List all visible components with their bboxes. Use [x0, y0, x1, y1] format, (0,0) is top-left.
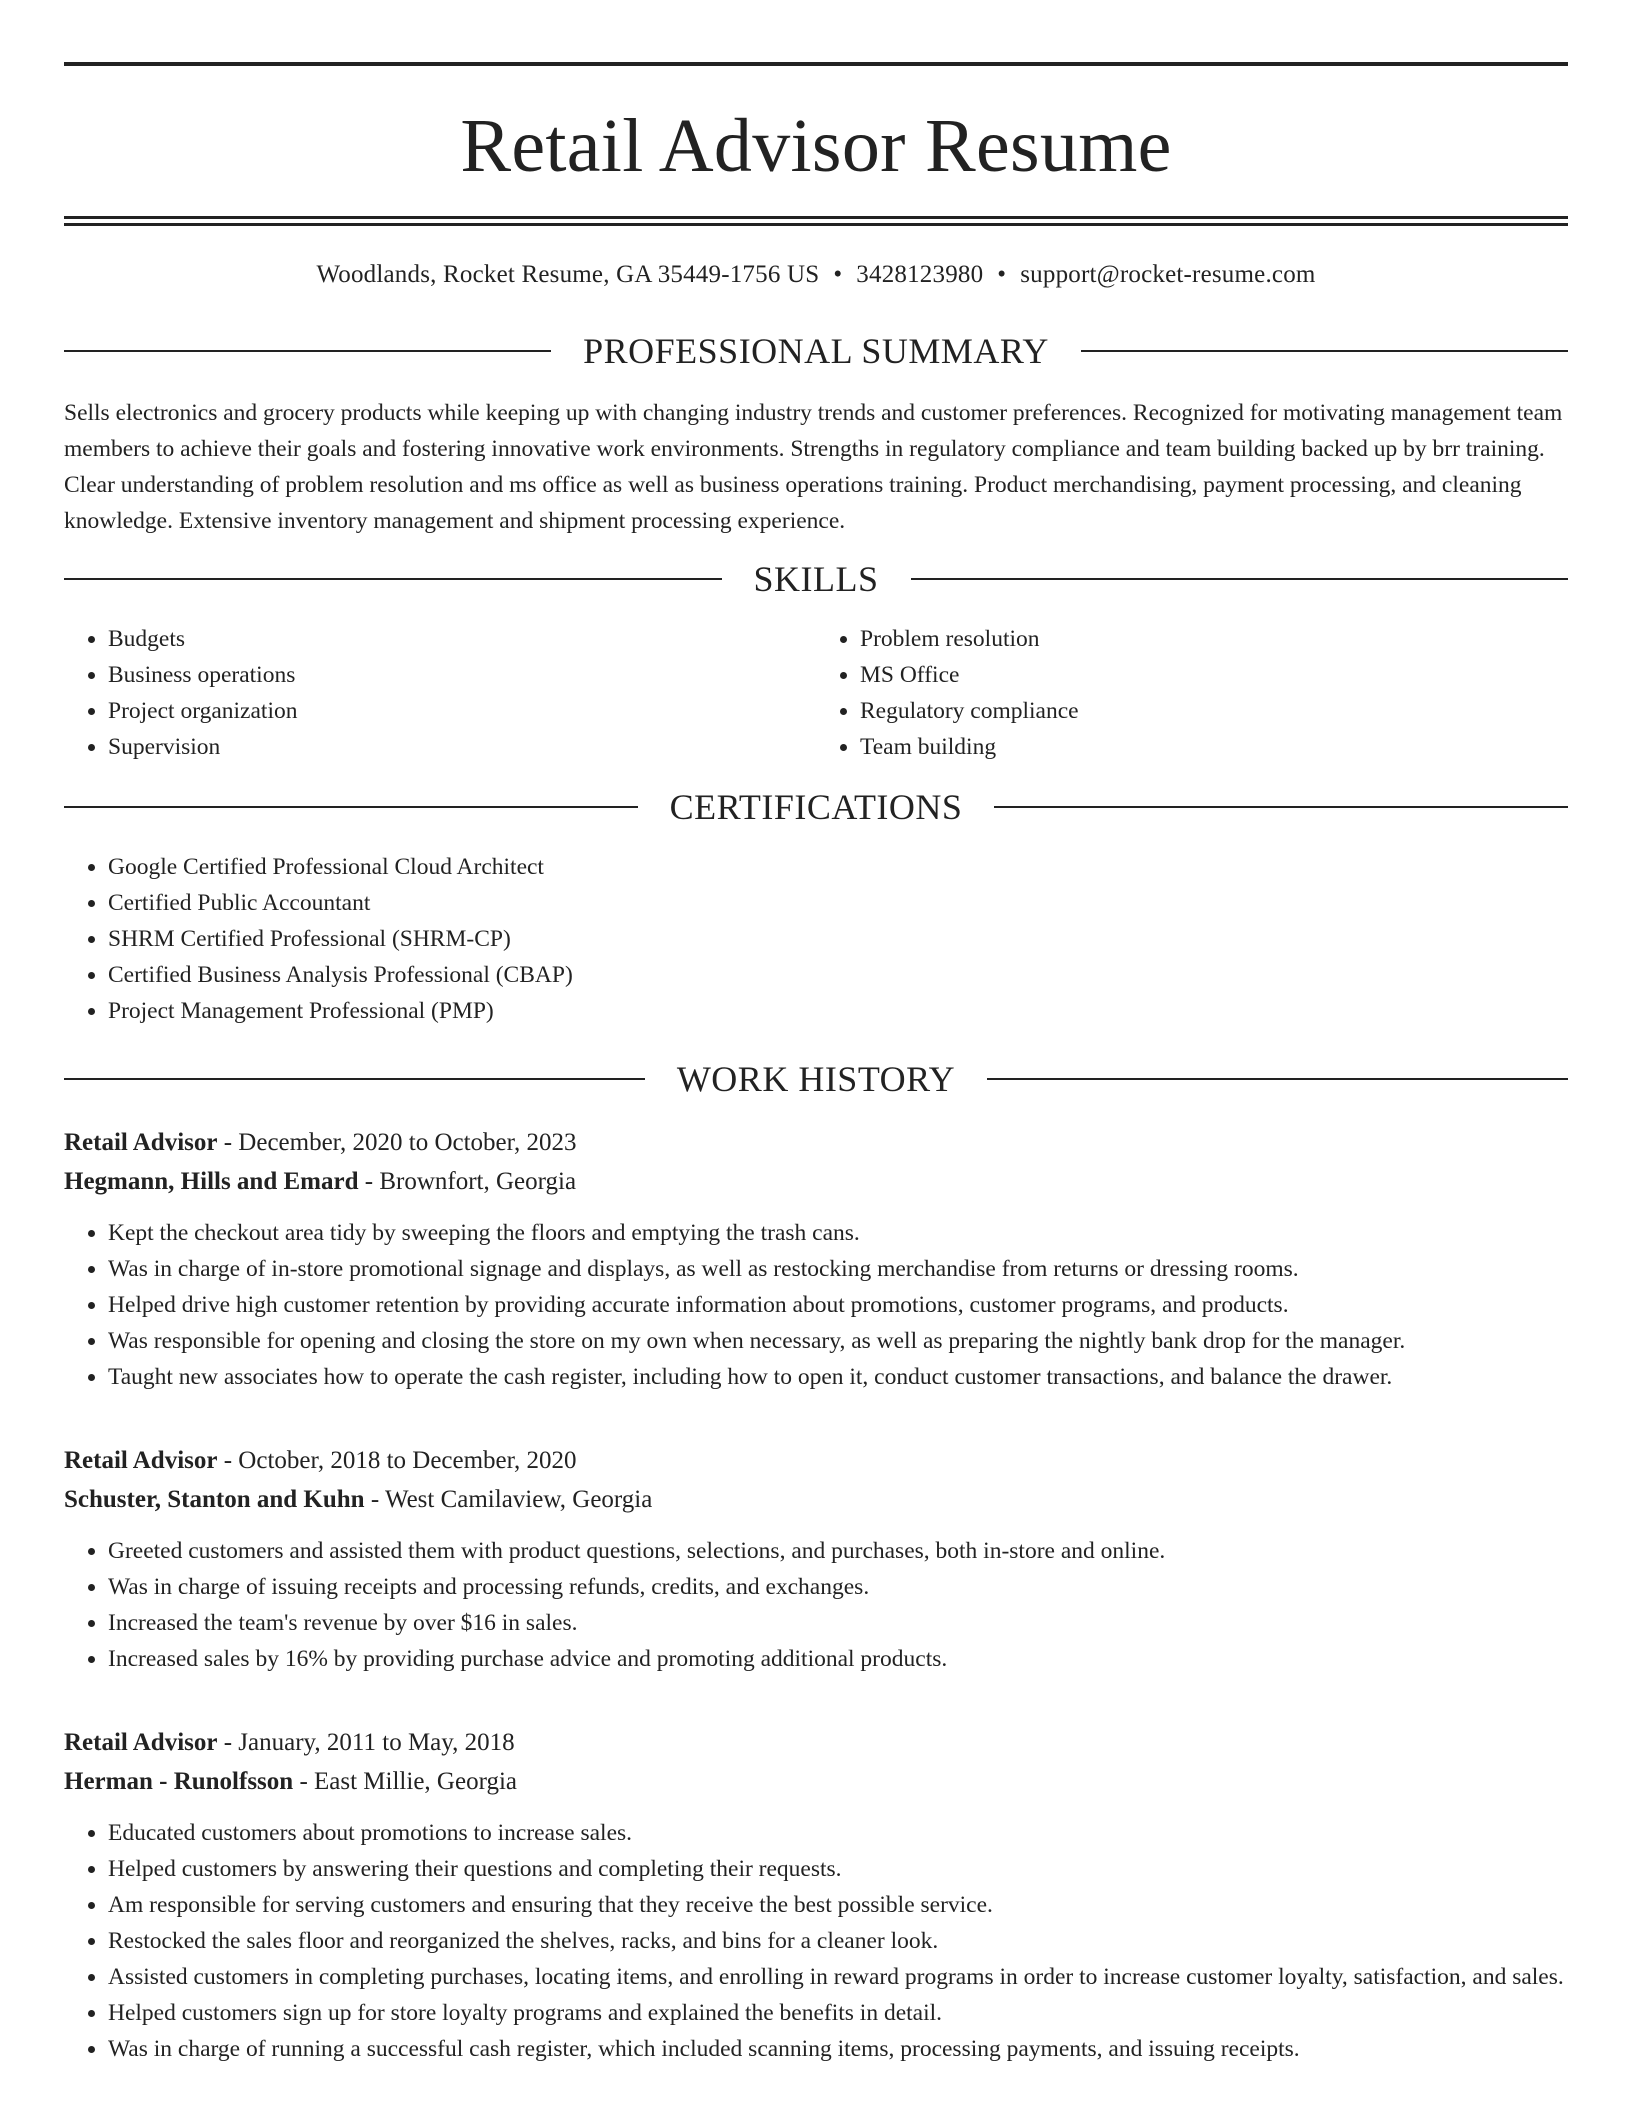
divider-line — [64, 806, 638, 808]
skill-item: • Problem resolution — [860, 621, 1568, 657]
skill-item: • Business operations — [108, 657, 816, 693]
job-role: Retail Advisor — [64, 1447, 218, 1474]
job-company-line — [64, 1162, 1568, 1201]
job-company: Schuster, Stanton and Kuhn — [64, 1486, 365, 1513]
job-bullets — [64, 1533, 1568, 1677]
divider-line — [64, 350, 551, 352]
job-title-line — [64, 1723, 1568, 1762]
divider-line — [994, 806, 1568, 808]
job-bullet: • Am responsible for serving customers and ensuring that they receive the best possible service. — [108, 1887, 1568, 1923]
page-title: Retail Advisor Resume — [460, 104, 1172, 188]
section-title-work-history: WORK HISTORY — [676, 1059, 956, 1099]
section-title-summary: PROFESSIONAL SUMMARY — [583, 331, 1049, 371]
job-location: Brownfort, Georgia — [379, 1168, 577, 1195]
certifications-list — [64, 849, 1568, 1029]
job-bullet: • Was responsible for opening and closing the store on my own when necessary, as well as preparing the nightly bank drop for the manager. — [108, 1323, 1568, 1359]
job-bullet: • Was in charge of in-store promotional signage and displays, as well as restocking merchandise from returns or dressing rooms. — [108, 1251, 1568, 1287]
job-bullet: • Educated customers about promotions to increase sales. — [108, 1815, 1568, 1851]
skill-item: • Team building — [860, 729, 1568, 765]
contact-email: support@rocket-resume.com — [1020, 261, 1316, 288]
job-bullet: • Assisted customers in completing purchases, locating items, and enrolling in reward programs in order to increase customer loyalty, satisfaction, and sales. — [108, 1959, 1568, 1995]
job-dash: - — [217, 1447, 239, 1474]
skill-item: • Regulatory compliance — [860, 693, 1568, 729]
job-bullet: • Helped drive high customer retention by providing accurate information about promotions, customer programs, and products. — [108, 1287, 1568, 1323]
job-dash: - — [217, 1729, 239, 1756]
job-bullet: • Helped customers by answering their questions and completing their requests. — [108, 1851, 1568, 1887]
skill-item: • Project organization — [108, 693, 816, 729]
contact-phone: 3428123980 — [856, 261, 984, 288]
contact-separator: • — [833, 261, 843, 288]
job-role: Retail Advisor — [64, 1129, 218, 1156]
job-dates: October, 2018 to December, 2020 — [238, 1447, 577, 1474]
section-header-skills — [64, 561, 1568, 597]
job-dash: - — [364, 1486, 385, 1513]
job-role: Retail Advisor — [64, 1729, 218, 1756]
job-bullet: • Restocked the sales floor and reorganized the shelves, racks, and bins for a cleaner look. — [108, 1923, 1568, 1959]
section-header-certifications — [64, 789, 1568, 825]
certification-item: • Project Management Professional (PMP) — [108, 993, 1568, 1029]
job-entry — [64, 1441, 1568, 1677]
contact-address: Woodlands, Rocket Resume, GA 35449-1756 US — [316, 261, 820, 288]
contact-separator: • — [997, 261, 1007, 288]
section-title-skills: SKILLS — [753, 559, 879, 599]
summary-text: Sells electronics and grocery products while keeping up with changing industry trends and customer preferences. Recognized for motivating management team members to achieve their goals and fostering innovative work environments. Strengths in regulatory compliance and team building backed up by brr training. Clear understanding of problem resolution and ms office as well as business operations training. Product merchandising, payment processing, and cleaning knowledge. Extensive inventory management and shipment processing experience. — [64, 400, 1563, 534]
job-bullet: • Was in charge of issuing receipts and processing refunds, credits, and exchanges. — [108, 1569, 1568, 1605]
job-dash: - — [293, 1768, 315, 1795]
skill-item: • MS Office — [860, 657, 1568, 693]
job-company: Herman - Runolfsson — [64, 1768, 294, 1795]
job-entry — [64, 1723, 1568, 2067]
top-rule — [64, 62, 1568, 66]
certification-item: • SHRM Certified Professional (SHRM-CP) — [108, 921, 1568, 957]
job-bullet: • Kept the checkout area tidy by sweeping the floors and emptying the trash cans. — [108, 1215, 1568, 1251]
divider-line — [911, 578, 1569, 580]
job-bullet: • Greeted customers and assisted them with product questions, selections, and purchases, both in-store and online. — [108, 1533, 1568, 1569]
job-dates: December, 2020 to October, 2023 — [238, 1129, 577, 1156]
divider-line — [1081, 350, 1568, 352]
job-bullets — [64, 1215, 1568, 1395]
skill-item: • Supervision — [108, 729, 816, 765]
skills-list-right — [816, 621, 1568, 765]
divider-line — [64, 1078, 645, 1080]
job-title-line — [64, 1441, 1568, 1480]
job-company: Hegmann, Hills and Emard — [64, 1168, 359, 1195]
skills-list-left — [64, 621, 816, 765]
job-bullet: • Increased the team's revenue by over $16 in sales. — [108, 1605, 1568, 1641]
job-bullet: • Taught new associates how to operate the cash register, including how to open it, conduct customer transactions, and balance the drawer. — [108, 1359, 1568, 1395]
job-bullets — [64, 1815, 1568, 2067]
skills-columns — [64, 621, 1568, 765]
divider-line — [64, 578, 722, 580]
certification-item: • Certified Business Analysis Professional (CBAP) — [108, 957, 1568, 993]
job-dates: January, 2011 to May, 2018 — [238, 1729, 515, 1756]
section-title-certifications: CERTIFICATIONS — [669, 787, 963, 827]
contact-line — [64, 262, 1568, 287]
job-location: West Camilaview, Georgia — [384, 1486, 653, 1513]
job-bullet: • Increased sales by 16% by providing purchase advice and promoting additional products. — [108, 1641, 1568, 1677]
job-bullet: • Was in charge of running a successful cash register, which included scanning items, processing payments, and issuing receipts. — [108, 2031, 1568, 2067]
skill-item: • Budgets — [108, 621, 816, 657]
job-location: East Millie, Georgia — [314, 1768, 517, 1795]
job-company-line — [64, 1480, 1568, 1519]
job-entry — [64, 1123, 1568, 1395]
section-header-summary — [64, 333, 1568, 369]
job-dash: - — [358, 1168, 380, 1195]
certification-item: • Google Certified Professional Cloud Architect — [108, 849, 1568, 885]
job-company-line — [64, 1762, 1568, 1801]
certification-item: • Certified Public Accountant — [108, 885, 1568, 921]
divider-line — [987, 1078, 1568, 1080]
title-double-rule — [64, 216, 1568, 226]
section-header-work-history — [64, 1061, 1568, 1097]
job-bullet: • Helped customers sign up for store loyalty programs and explained the benefits in detail. — [108, 1995, 1568, 2031]
job-dash: - — [217, 1129, 239, 1156]
job-title-line — [64, 1123, 1568, 1162]
